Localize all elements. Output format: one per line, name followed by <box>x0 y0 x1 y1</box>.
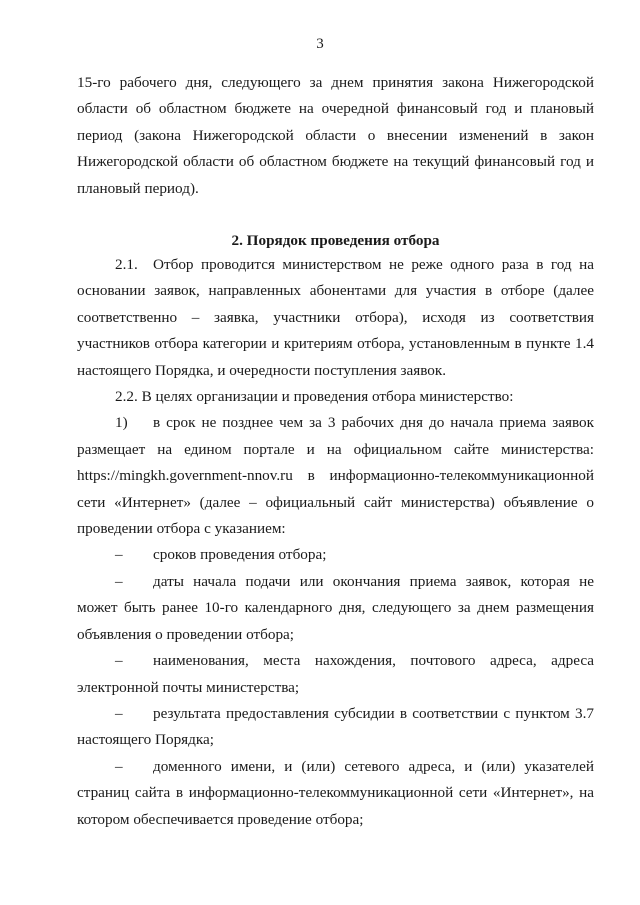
dash-item-text: наименования, места нахождения, почтового адреса, адреса электронной почты министерства; <box>77 652 594 696</box>
item-1 <box>77 410 594 542</box>
item-1-text: в срок не позднее чем за 3 рабочих дня до начала приема заявок размещает на едином портале и на официальном сайте министерства: https://mingkh.government-nnov.ru в информационно-телекоммуникационной сети «Интернет» (далее – официальный сайт министерства) объявление о проведении отбора с указанием: <box>77 414 594 538</box>
dash-item <box>77 542 594 568</box>
paragraph-2-2: 2.2. В целях организации и проведения отбора министерство: <box>115 388 514 406</box>
dash-item <box>77 569 594 648</box>
intro-paragraph: 15-го рабочего дня, следующего за днем принятия закона Нижегородской области об областном бюджете на очередной финансовый год и плановый период (закона Нижегородской области о внесении изменений в закон Нижегородской области об областном бюджете на текущий финансовый год и плановый период). <box>77 74 594 197</box>
dash-item <box>77 648 594 701</box>
dash-marker: – <box>115 652 123 670</box>
section-heading: 2. Порядок проведения отбора <box>231 232 440 249</box>
dash-item-text: доменного имени, и (или) сетевого адреса, и (или) указателей страниц сайта в информационно-телекоммуникационной сети «Интернет», на котором обеспечивается проведение отбора; <box>77 757 594 828</box>
dash-marker: – <box>115 757 123 775</box>
item-1-number: 1) <box>115 414 128 432</box>
paragraph-2-1-number: 2.1. <box>115 256 138 273</box>
dash-marker: – <box>115 572 123 590</box>
dash-marker: – <box>115 704 123 722</box>
dash-item <box>77 754 594 833</box>
dash-marker: – <box>115 546 123 564</box>
dash-item-text: сроков проведения отбора; <box>153 546 327 564</box>
page-number: 3 <box>316 36 324 52</box>
dash-item <box>77 701 594 754</box>
dash-item-text: даты начала подачи или окончания приема заявок, которая не может быть ранее 10-го календарного дня, следующего за днем размещения объявления о проведении отбора; <box>77 572 594 643</box>
paragraph-2-1 <box>77 252 594 384</box>
paragraph-2-1-text: Отбор проводится министерством не реже одного раза в год на основании заявок, направленных абонентами для участия в отборе (далее соответственно – заявка, участники отбора), исходя из соответствия участников отбора категории и критериям отбора, установленным в пункте 1.4 настоящего Порядка, и очередности поступления заявок. <box>77 256 594 379</box>
dash-item-text: результата предоставления субсидии в соответствии с пунктом 3.7 настоящего Порядка; <box>77 704 594 749</box>
intro-block <box>77 70 594 202</box>
section-body <box>77 252 594 833</box>
